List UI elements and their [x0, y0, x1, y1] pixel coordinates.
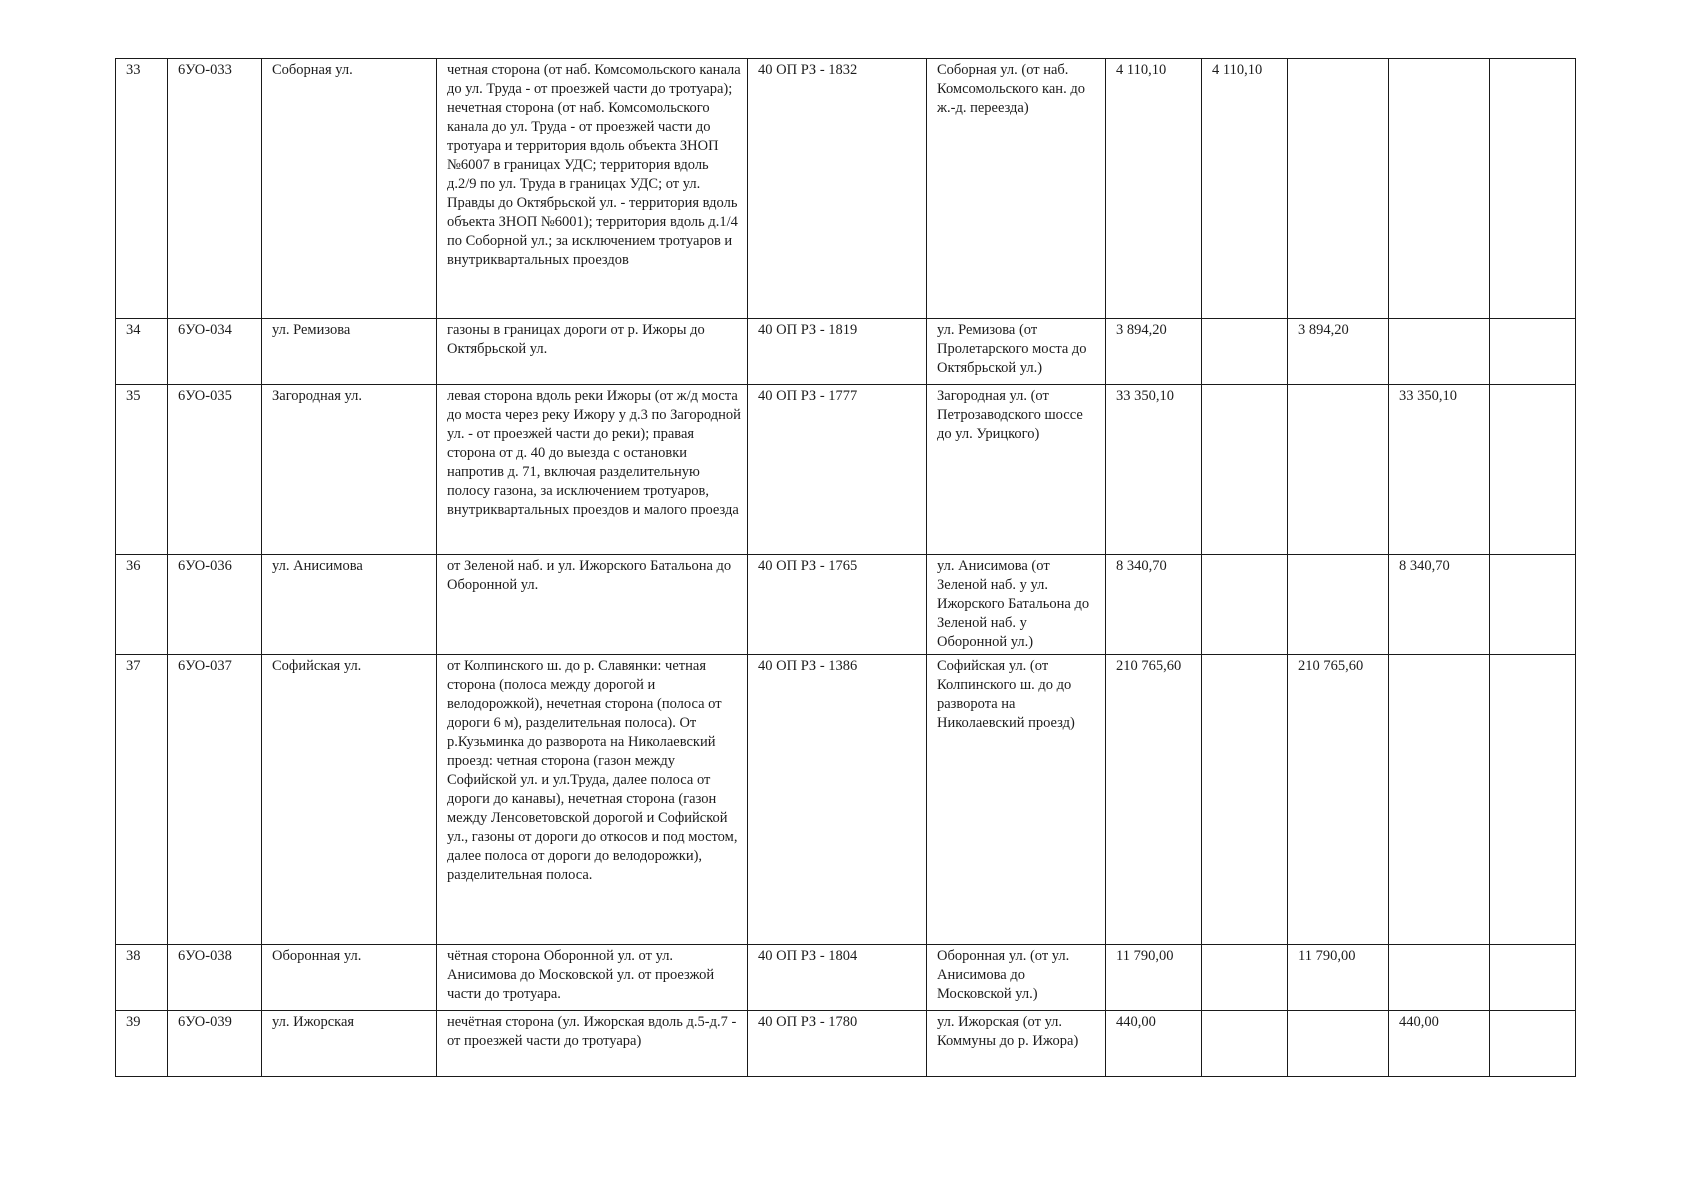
- object-code: 6УО-038: [168, 945, 262, 1011]
- area-col-3: 440,00: [1389, 1011, 1490, 1077]
- object-code: 6УО-033: [168, 59, 262, 319]
- row-number: 35: [116, 385, 168, 555]
- road-id: 40 ОП РЗ - 1832: [748, 59, 927, 319]
- area-col-1: [1202, 319, 1288, 385]
- street-name: Софийская ул.: [262, 655, 437, 945]
- area-col-2: [1288, 555, 1389, 655]
- extra-col: [1490, 1011, 1576, 1077]
- area-col-1: [1202, 655, 1288, 945]
- area-col-1: 4 110,10: [1202, 59, 1288, 319]
- street-name: Соборная ул.: [262, 59, 437, 319]
- extra-col: [1490, 945, 1576, 1011]
- area-total: 210 765,60: [1106, 655, 1202, 945]
- area-description: газоны в границах дороги от р. Ижоры до Октябрьской ул.: [437, 319, 748, 385]
- registry-table: [115, 58, 1576, 1077]
- road-name: Оборонная ул. (от ул. Анисимова до Московской ул.): [927, 945, 1106, 1011]
- area-total: 440,00: [1106, 1011, 1202, 1077]
- area-total: 3 894,20: [1106, 319, 1202, 385]
- road-name: Загородная ул. (от Петрозаводского шоссе до ул. Урицкого): [927, 385, 1106, 555]
- road-id: 40 ОП РЗ - 1386: [748, 655, 927, 945]
- area-col-2: [1288, 59, 1389, 319]
- area-col-3: [1389, 655, 1490, 945]
- area-description: чётная сторона Оборонной ул. от ул. Анисимова до Московской ул. от проезжой части до тротуара.: [437, 945, 748, 1011]
- area-col-3: [1389, 59, 1490, 319]
- object-code: 6УО-034: [168, 319, 262, 385]
- street-name: Загородная ул.: [262, 385, 437, 555]
- object-code: 6УО-035: [168, 385, 262, 555]
- area-description: четная сторона (от наб. Комсомольского канала до ул. Труда - от проезжей части до тротуара); нечетная сторона (от наб. Комсомольского канала до ул. Труда - от проезжей части до тротуара и территория вдоль объекта ЗНОП №6007 в границах УДС; территория вдоль д.2/9 по ул. Труда в границах УДС; от ул. Правды до Октябрьской ул. - территория вдоль объекта ЗНОП №6001); территория вдоль д.1/4 по Соборной ул.; за исключением тротуаров и внутриквартальных проездов: [437, 59, 748, 319]
- street-name: ул. Анисимова: [262, 555, 437, 655]
- road-id: 40 ОП РЗ - 1765: [748, 555, 927, 655]
- road-name: Соборная ул. (от наб. Комсомольского кан. до ж.-д. переезда): [927, 59, 1106, 319]
- area-total: 11 790,00: [1106, 945, 1202, 1011]
- road-name: ул. Ремизова (от Пролетарского моста до Октябрьской ул.): [927, 319, 1106, 385]
- area-col-2: 210 765,60: [1288, 655, 1389, 945]
- table-row: [116, 555, 1576, 655]
- area-col-3: [1389, 319, 1490, 385]
- table-body: [116, 59, 1576, 1077]
- area-total: 33 350,10: [1106, 385, 1202, 555]
- row-number: 36: [116, 555, 168, 655]
- table-row: [116, 945, 1576, 1011]
- extra-col: [1490, 59, 1576, 319]
- area-col-2: 3 894,20: [1288, 319, 1389, 385]
- extra-col: [1490, 385, 1576, 555]
- area-description: от Зеленой наб. и ул. Ижорского Батальона до Оборонной ул.: [437, 555, 748, 655]
- object-code: 6УО-036: [168, 555, 262, 655]
- object-code: 6УО-037: [168, 655, 262, 945]
- area-col-3: 33 350,10: [1389, 385, 1490, 555]
- area-col-1: [1202, 945, 1288, 1011]
- row-number: 34: [116, 319, 168, 385]
- table-row: [116, 655, 1576, 945]
- road-id: 40 ОП РЗ - 1777: [748, 385, 927, 555]
- row-number: 38: [116, 945, 168, 1011]
- row-number: 39: [116, 1011, 168, 1077]
- street-name: ул. Ремизова: [262, 319, 437, 385]
- area-col-1: [1202, 1011, 1288, 1077]
- extra-col: [1490, 555, 1576, 655]
- street-name: ул. Ижорская: [262, 1011, 437, 1077]
- street-name: Оборонная ул.: [262, 945, 437, 1011]
- table-row: [116, 1011, 1576, 1077]
- row-number: 37: [116, 655, 168, 945]
- area-col-1: [1202, 555, 1288, 655]
- table-row: [116, 385, 1576, 555]
- extra-col: [1490, 655, 1576, 945]
- road-id: 40 ОП РЗ - 1780: [748, 1011, 927, 1077]
- road-name: ул. Анисимова (от Зеленой наб. у ул. Ижорского Батальона до Зеленой наб. у Оборонной ул.): [927, 555, 1106, 655]
- road-id: 40 ОП РЗ - 1819: [748, 319, 927, 385]
- table-row: [116, 59, 1576, 319]
- table-row: [116, 319, 1576, 385]
- area-col-3: [1389, 945, 1490, 1011]
- area-col-2: [1288, 385, 1389, 555]
- area-col-2: 11 790,00: [1288, 945, 1389, 1011]
- row-number: 33: [116, 59, 168, 319]
- area-total: 4 110,10: [1106, 59, 1202, 319]
- area-description: левая сторона вдоль реки Ижоры (от ж/д моста до моста через реку Ижору у д.3 по Загородной ул. - от проезжей части до реки); правая сторона от д. 40 до выезда с остановки напротив д. 71, включая разделительную полосу газона, за исключением тротуаров, внутриквартальных проездов и малого проезда: [437, 385, 748, 555]
- road-name: Софийская ул. (от Колпинского ш. до до разворота на Николаевский проезд): [927, 655, 1106, 945]
- area-description: от Колпинского ш. до р. Славянки: четная сторона (полоса между дорогой и велодорожкой), нечетная сторона (полоса от дороги 6 м), разделительная полоса). От р.Кузьминка до разворота на Николаевский проезд: четная сторона (газон между Софийской ул. и ул.Труда, далее полоса от дороги до канавы), нечетная сторона (газон между Ленсоветовской дорогой и Софийской ул., газоны от дороги до откосов и под мостом, далее полоса от дороги до велодорожки), разделительная полоса.: [437, 655, 748, 945]
- road-name: ул. Ижорская (от ул. Коммуны до р. Ижора): [927, 1011, 1106, 1077]
- area-col-2: [1288, 1011, 1389, 1077]
- extra-col: [1490, 319, 1576, 385]
- object-code: 6УО-039: [168, 1011, 262, 1077]
- area-total: 8 340,70: [1106, 555, 1202, 655]
- road-id: 40 ОП РЗ - 1804: [748, 945, 927, 1011]
- area-col-3: 8 340,70: [1389, 555, 1490, 655]
- area-col-1: [1202, 385, 1288, 555]
- area-description: нечётная сторона (ул. Ижорская вдоль д.5-д.7 - от проезжей части до тротуара): [437, 1011, 748, 1077]
